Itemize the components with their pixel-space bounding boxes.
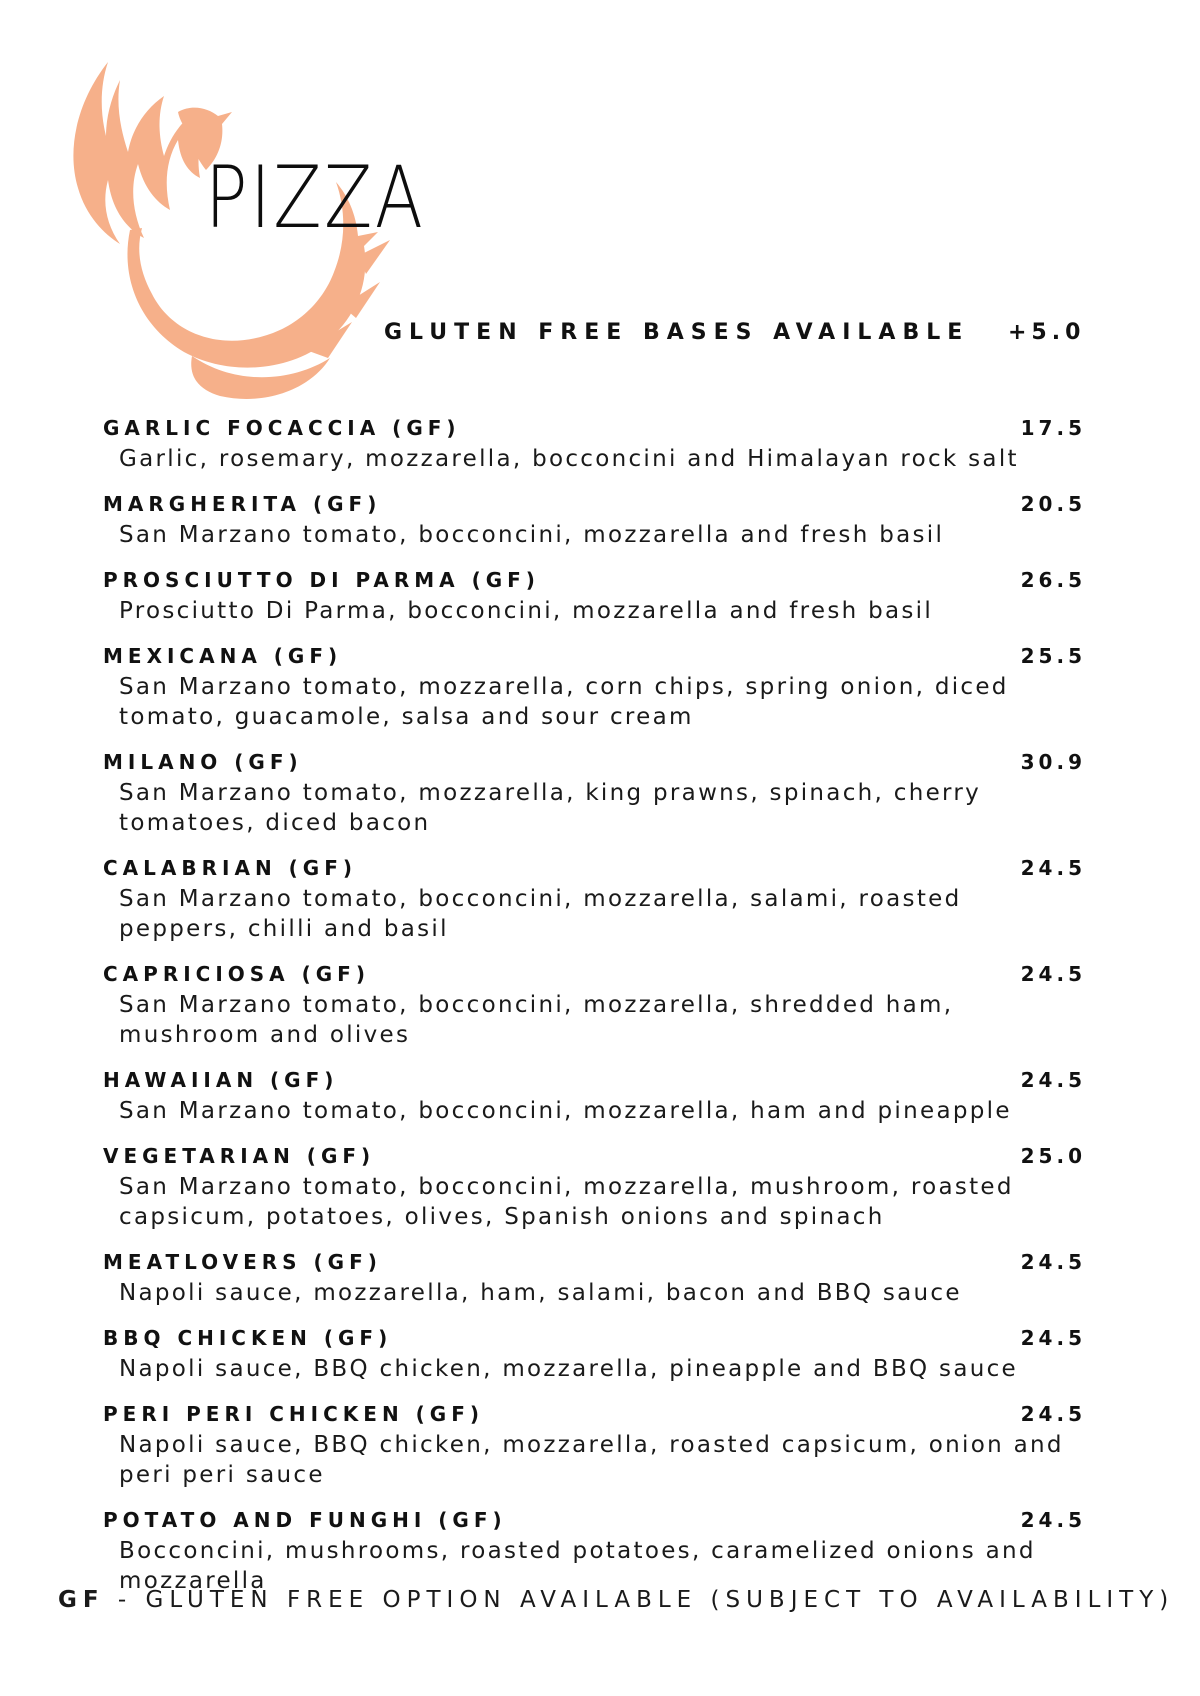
menu-item	[103, 640, 1085, 732]
menu-item-description: San Marzano tomato, bocconcini, mozzarella, shredded ham, mushroom and olives	[119, 992, 954, 1048]
menu-item-name: MARGHERITA (GF)	[103, 492, 382, 516]
gluten-free-bases-label: GLUTEN FREE BASES AVAILABLE	[384, 320, 970, 345]
menu-item-price: 24.5	[1020, 1250, 1086, 1274]
page-title: PIZZA	[205, 148, 426, 248]
menu-item	[103, 852, 1085, 944]
footnote	[58, 1587, 1174, 1613]
menu-item-description: Napoli sauce, BBQ chicken, mozzarella, roasted capsicum, onion and peri peri sauce	[119, 1432, 1064, 1488]
menu-item-price: 26.5	[1020, 568, 1086, 592]
menu-item-description: San Marzano tomato, bocconcini, mozzarella, mushroom, roasted capsicum, potatoes, olives, Spanish onions and spinach	[119, 1174, 1014, 1230]
menu-item-description: San Marzano tomato, mozzarella, king prawns, spinach, cherry tomatoes, diced bacon	[119, 780, 982, 836]
menu-item-price: 30.9	[1020, 750, 1086, 774]
menu-item	[103, 958, 1085, 1050]
gluten-free-bases-price: +5.0	[1008, 320, 1086, 345]
menu-item-name: MILANO (GF)	[103, 750, 303, 774]
menu-item	[103, 1140, 1085, 1232]
menu-item-description: San Marzano tomato, bocconcini, mozzarella, ham and pineapple	[119, 1098, 1012, 1124]
menu-item-name: PROSCIUTTO DI PARMA (GF)	[103, 568, 540, 592]
menu-item-price: 24.5	[1020, 1068, 1086, 1092]
menu-item-price: 20.5	[1020, 492, 1086, 516]
menu-item	[103, 746, 1085, 838]
menu-item-description: Napoli sauce, mozzarella, ham, salami, bacon and BBQ sauce	[119, 1280, 962, 1306]
menu-item-description: Garlic, rosemary, mozzarella, bocconcini and Himalayan rock salt	[119, 446, 1019, 472]
menu-item-name: MEXICANA (GF)	[103, 644, 343, 668]
footnote-text: - GLUTEN FREE OPTION AVAILABLE (SUBJECT TO AVAILABILITY)	[104, 1587, 1175, 1613]
footnote-key: GF	[58, 1587, 105, 1613]
menu-item	[103, 1246, 1085, 1308]
menu-item-name: POTATO AND FUNGHI (GF)	[103, 1508, 507, 1532]
menu-item	[103, 412, 1085, 474]
menu-item-description: Napoli sauce, BBQ chicken, mozzarella, pineapple and BBQ sauce	[119, 1356, 1018, 1382]
menu-item	[103, 1322, 1085, 1384]
menu-item-name: GARLIC FOCACCIA (GF)	[103, 416, 461, 440]
menu-item-price: 25.5	[1020, 644, 1086, 668]
menu-item-price: 25.0	[1020, 1144, 1086, 1168]
menu-item-description: Bocconcini, mushrooms, roasted potatoes, caramelized onions and mozzarella	[119, 1538, 1036, 1594]
menu-item	[103, 1398, 1085, 1490]
menu-item-price: 24.5	[1020, 856, 1086, 880]
menu-item-name: CALABRIAN (GF)	[103, 856, 358, 880]
menu-item-description: San Marzano tomato, bocconcini, mozzarella, salami, roasted peppers, chilli and basil	[119, 886, 962, 942]
menu-item-description: Prosciutto Di Parma, bocconcini, mozzarella and fresh basil	[119, 598, 934, 624]
menu-item	[103, 1504, 1085, 1596]
menu-item-price: 24.5	[1020, 1326, 1086, 1350]
menu-item-price: 24.5	[1020, 1402, 1086, 1426]
menu-items	[103, 412, 1085, 1610]
menu-item-name: BBQ CHICKEN (GF)	[103, 1326, 393, 1350]
menu-item-name: MEATLOVERS (GF)	[103, 1250, 382, 1274]
menu-item-name: HAWAIIAN (GF)	[103, 1068, 339, 1092]
menu-item	[103, 488, 1085, 550]
menu-item-description: San Marzano tomato, bocconcini, mozzarella and fresh basil	[119, 522, 945, 548]
menu-item-price: 24.5	[1020, 1508, 1086, 1532]
menu-item	[103, 564, 1085, 626]
menu-item-price: 24.5	[1020, 962, 1086, 986]
menu-item-description: San Marzano tomato, mozzarella, corn chips, spring onion, diced tomato, guacamole, salsa and sour cream	[119, 674, 1009, 730]
menu-item-name: PERI PERI CHICKEN (GF)	[103, 1402, 485, 1426]
menu-item-name: VEGETARIAN (GF)	[103, 1144, 376, 1168]
menu-item-name: CAPRICIOSA (GF)	[103, 962, 370, 986]
menu-item-price: 17.5	[1020, 416, 1086, 440]
menu-item	[103, 1064, 1085, 1126]
